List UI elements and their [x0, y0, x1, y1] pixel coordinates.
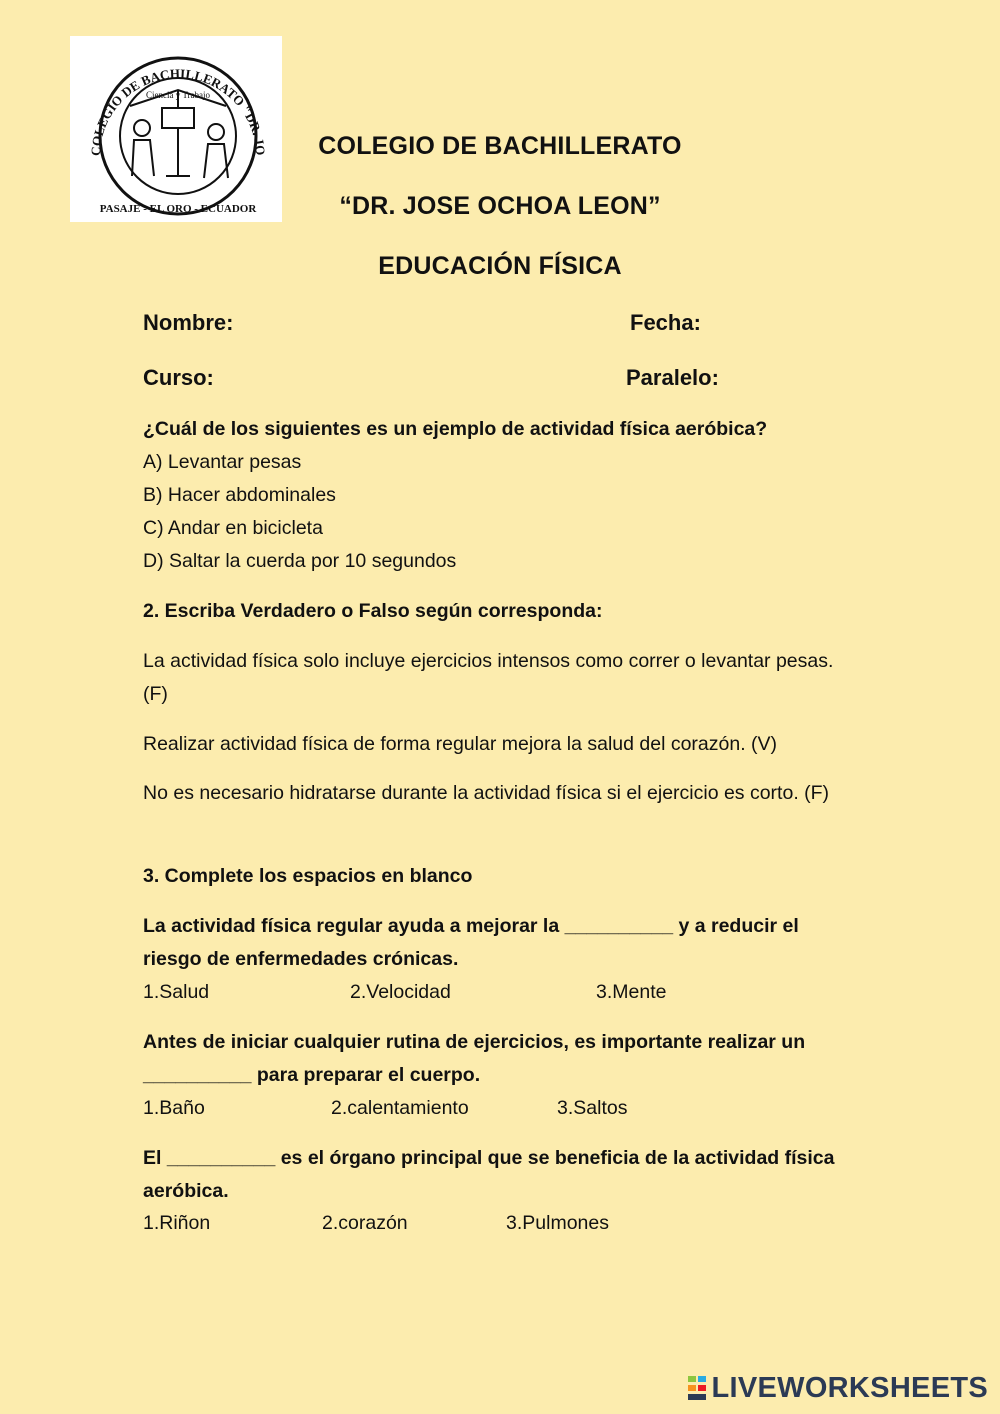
q3-2-option-3: 3.Saltos [557, 1097, 628, 1119]
logo-bottom-text: PASAJE - EL ORO - ECUADOR [99, 203, 257, 215]
q3-3-option-2: 2.corazón [322, 1212, 408, 1234]
q3-2-option-1: 1.Baño [143, 1097, 205, 1119]
q1-option-d: D) Saltar la cuerda por 10 segundos [143, 550, 457, 572]
q3-sentence-3: El __________ es el órgano principal que se beneficia de la actividad física aeróbica. [143, 1147, 835, 1202]
curso-label: Curso: [143, 365, 214, 390]
q1-option-c: C) Andar en bicicleta [143, 517, 323, 539]
school-name: COLEGIO DE BACHILLERATO [318, 132, 682, 160]
q3-1-option-3: 3.Mente [596, 981, 667, 1003]
q2-item-2: Realizar actividad física de forma regular mejora la salud del corazón. (V) [143, 733, 778, 755]
q1-option-b: B) Hacer abdominales [143, 484, 336, 506]
q3-2-option-2: 2.calentamiento [331, 1097, 469, 1119]
liveworksheets-icon [686, 1374, 708, 1404]
logo-motto: Ciencia y Trabajo [146, 90, 210, 100]
q3-3-option-3: 3.Pulmones [506, 1212, 609, 1234]
q3-3-option-1: 1.Riñon [143, 1212, 211, 1234]
q3-1-option-1: 1.Salud [143, 981, 210, 1003]
paralelo-label: Paralelo: [626, 365, 719, 390]
liveworksheets-logo [686, 1372, 989, 1405]
q2-item-1: La actividad física solo incluye ejercicios intensos como correr o levantar pesas. (F) [143, 650, 834, 705]
fecha-label: Fecha: [630, 310, 701, 335]
q2-title: 2. Escriba Verdadero o Falso según corresponda: [143, 600, 603, 622]
q2-item-3: No es necesario hidratarse durante la actividad física si el ejercicio es corto. (F) [143, 782, 830, 804]
logo-top-text: COLEGIO DE BACHILLERATO "DR. JO [87, 65, 269, 157]
nombre-label: Nombre: [143, 310, 234, 335]
q3-sentence-1: La actividad física regular ayuda a mejorar la __________ y a reducir el riesgo de enfermedades crónicas. [143, 915, 799, 970]
subject-title: EDUCACIÓN FÍSICA [378, 252, 622, 280]
q1-option-a: A) Levantar pesas [143, 451, 302, 473]
liveworksheets-text: LIVEWORKSHEETS [711, 1372, 988, 1404]
school-title: “DR. JOSE OCHOA LEON” [339, 192, 661, 220]
q1-question: ¿Cuál de los siguientes es un ejemplo de actividad física aeróbica? [143, 418, 768, 440]
q3-1-option-2: 2.Velocidad [350, 981, 451, 1003]
q3-title: 3. Complete los espacios en blanco [143, 865, 473, 887]
q3-sentence-2: Antes de iniciar cualquier rutina de ejercicios, es importante realizar un __________ para preparar el cuerpo. [143, 1031, 806, 1086]
